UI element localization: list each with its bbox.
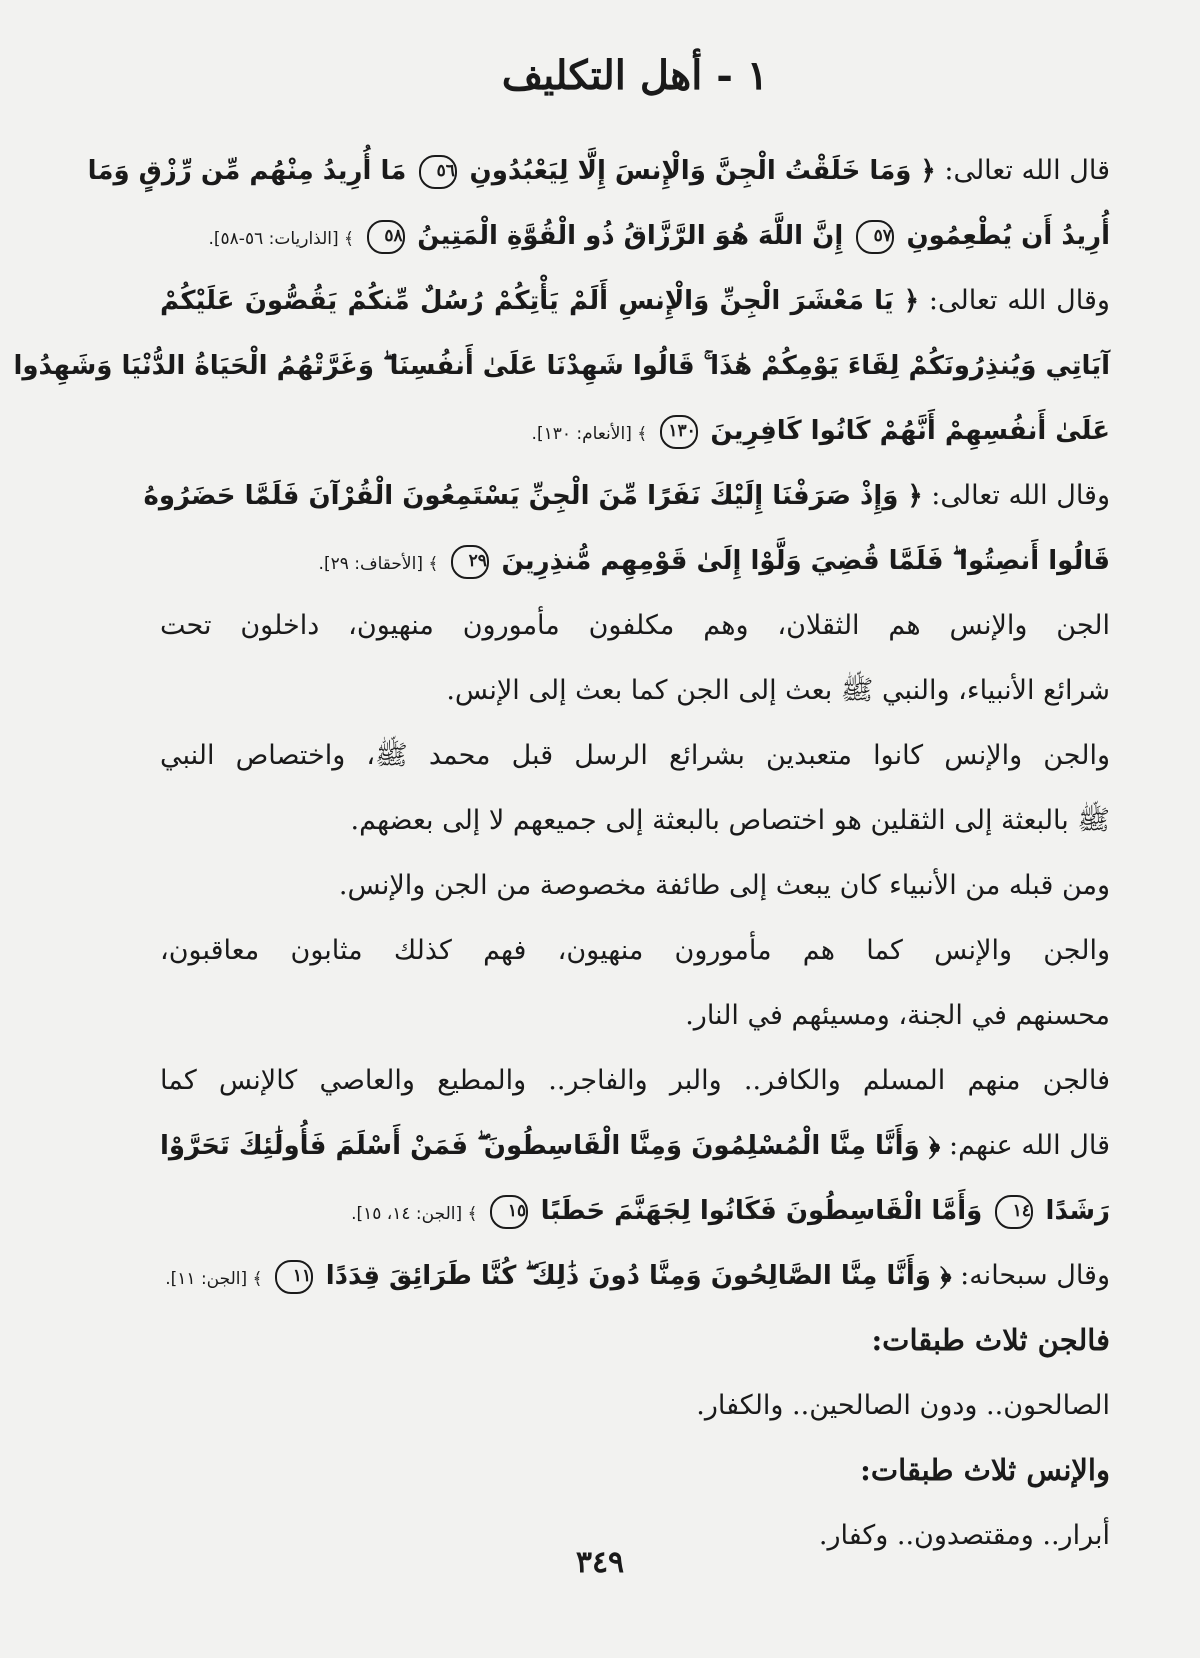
intro-text: قال الله تعالى: bbox=[944, 155, 1110, 186]
verse-reference: ﴾ [الجن: ١٤، ١٥]. bbox=[351, 1204, 478, 1224]
body-paragraph bbox=[160, 593, 1110, 723]
quran-text: أُرِيدُ أَن يُطْعِمُونِ bbox=[906, 221, 1110, 251]
verse-reference: ﴾ [الذاريات: ٥٦-٥٨]. bbox=[208, 229, 355, 249]
intro-text: وقال الله تعالى: bbox=[931, 480, 1110, 511]
quran-text: وَأَمَّا الْقَاسِطُونَ فَكَانُوا لِجَهَنَّمَ حَطَبًا bbox=[540, 1196, 983, 1226]
quran-text: قَالُوا أَنصِتُوا ۖ فَلَمَّا قُضِيَ وَلَّوْا إِلَىٰ قَوْمِهِم مُّنذِرِينَ bbox=[501, 546, 1110, 576]
page-number: ٣٤٩ bbox=[575, 1545, 625, 1580]
text-line bbox=[160, 528, 1110, 593]
text-line bbox=[160, 398, 1110, 463]
quote-paragraph-jinn-11 bbox=[160, 1243, 1110, 1308]
body-paragraph bbox=[160, 723, 1110, 853]
text-line bbox=[160, 1178, 1110, 1243]
section-heading-ins: والإنس ثلاث طبقات: bbox=[860, 1453, 1110, 1487]
quran-text: آيَاتِي وَيُنذِرُونَكُمْ لِقَاءَ يَوْمِكُمْ هَٰذَا ۚ قَالُوا شَهِدْنَا عَلَىٰ أَنفُسِنَا ۖ وَغَرَّتْهُمُ الْحَيَاةُ الدُّنْيَا وَشَهِدُوا bbox=[13, 351, 1110, 381]
text-line: الصالحون.. ودون الصالحين.. والكفار. bbox=[696, 1390, 1110, 1421]
text-line bbox=[160, 1243, 1110, 1308]
text-line bbox=[160, 1113, 1110, 1178]
intro-text: قال الله عنهم: bbox=[948, 1130, 1110, 1161]
text-line: ومن قبله من الأنبياء كان يبعث إلى طائفة مخصوصة من الجن والإنس. bbox=[338, 870, 1110, 901]
quran-text: ﴿ وَإِذْ صَرَفْنَا إِلَيْكَ نَفَرًا مِّنَ الْجِنِّ يَسْتَمِعُونَ الْقُرْآنَ فَلَمَّا حَضَرُوهُ bbox=[143, 481, 923, 511]
verse-reference: ﴾ [الجن: ١١]. bbox=[165, 1269, 263, 1289]
page-title: ١ - أهل التكليف bbox=[501, 52, 769, 99]
verse-number-marker: ١٣٠ bbox=[660, 415, 698, 449]
quran-text: عَلَىٰ أَنفُسِهِمْ أَنَّهُمْ كَانُوا كَافِرِينَ bbox=[710, 416, 1110, 446]
verse-number-marker: ٥٧ bbox=[856, 220, 894, 254]
quran-text: ﴿ يَا مَعْشَرَ الْجِنِّ وَالْإِنسِ أَلَمْ يَأْتِكُمْ رُسُلٌ مِّنكُمْ يَقُصُّونَ عَلَيْكُمْ bbox=[160, 286, 920, 316]
text-line: أبرار.. ومقتصدون.. وكفار. bbox=[818, 1520, 1110, 1551]
section-heading-jinn: فالجن ثلاث طبقات: bbox=[871, 1323, 1110, 1357]
text-line: الجن والإنس هم الثقلان، وهم مكلفون مأمورون منهيون، داخلون تحت bbox=[160, 610, 1110, 641]
verse-reference: ﴾ [الأنعام: ١٣٠]. bbox=[531, 424, 648, 444]
text-line: محسنهم في الجنة، ومسيئهم في النار. bbox=[685, 1000, 1110, 1031]
verse-number-marker: ٥٦ bbox=[419, 155, 457, 189]
verse-number-marker: ٢٩ bbox=[451, 545, 489, 579]
intro-text: وقال الله تعالى: bbox=[928, 285, 1110, 316]
text-line: ﷺ بالبعثة إلى الثقلين هو اختصاص بالبعثة إلى جميعهم لا إلى بعضهم. bbox=[350, 805, 1110, 836]
body-paragraph bbox=[160, 853, 1110, 918]
quran-text: رَشَدًا bbox=[1045, 1196, 1110, 1226]
text-line: والجن والإنس كما هم مأمورون منهيون، فهم كذلك مثابون معاقبون، bbox=[160, 935, 1110, 966]
quran-text: ﴿ وَأَنَّا مِنَّا الْمُسْلِمُونَ وَمِنَّا الْقَاسِطُونَ ۖ فَمَنْ أَسْلَمَ فَأُولَٰئِكَ تَحَرَّوْا bbox=[160, 1131, 941, 1161]
text-line: والجن والإنس كانوا متعبدين بشرائع الرسل قبل محمد ﷺ، واختصاص النبي bbox=[160, 740, 1110, 771]
text-line bbox=[13, 333, 1110, 398]
verse-number-marker: ١٤ bbox=[995, 1195, 1033, 1229]
verse-number-marker: ٥٨ bbox=[367, 220, 405, 254]
verse-number-marker: ١١ bbox=[275, 1260, 313, 1294]
quote-paragraph-ahqaf bbox=[143, 463, 1110, 593]
text-line bbox=[160, 268, 1110, 333]
text-line: فالجن منهم المسلم والكافر.. والبر والفاجر.. والمطيع والعاصي كالإنس كما bbox=[160, 1065, 1110, 1096]
quote-paragraph-dhariyat bbox=[87, 138, 1110, 268]
text-line bbox=[87, 138, 1110, 203]
text-line: شرائع الأنبياء، والنبي ﷺ بعث إلى الجن كما بعث إلى الإنس. bbox=[446, 675, 1110, 706]
quote-paragraph-jinn-14 bbox=[160, 1048, 1110, 1243]
intro-text: وقال سبحانه: bbox=[960, 1260, 1110, 1291]
quran-text: ﴿ وَأَنَّا مِنَّا الصَّالِحُونَ وَمِنَّا دُونَ ذَٰلِكَ ۖ كُنَّا طَرَائِقَ قِدَدًا bbox=[325, 1261, 952, 1291]
quran-text: إِنَّ اللَّهَ هُوَ الرَّزَّاقُ ذُو الْقُوَّةِ الْمَتِينُ bbox=[417, 221, 844, 251]
quran-text: ﴿ وَمَا خَلَقْتُ الْجِنَّ وَالْإِنسَ إِلَّا لِيَعْبُدُونِ bbox=[469, 156, 936, 186]
body-paragraph bbox=[160, 918, 1110, 1048]
quran-text: مَا أُرِيدُ مِنْهُم مِّن رِّزْقٍ وَمَا bbox=[87, 156, 407, 186]
text-line bbox=[143, 463, 1110, 528]
verse-number-marker: ١٥ bbox=[490, 1195, 528, 1229]
text-line bbox=[160, 203, 1110, 268]
quote-paragraph-anam bbox=[13, 268, 1110, 463]
verse-reference: ﴾ [الأحقاف: ٢٩]. bbox=[318, 554, 439, 574]
